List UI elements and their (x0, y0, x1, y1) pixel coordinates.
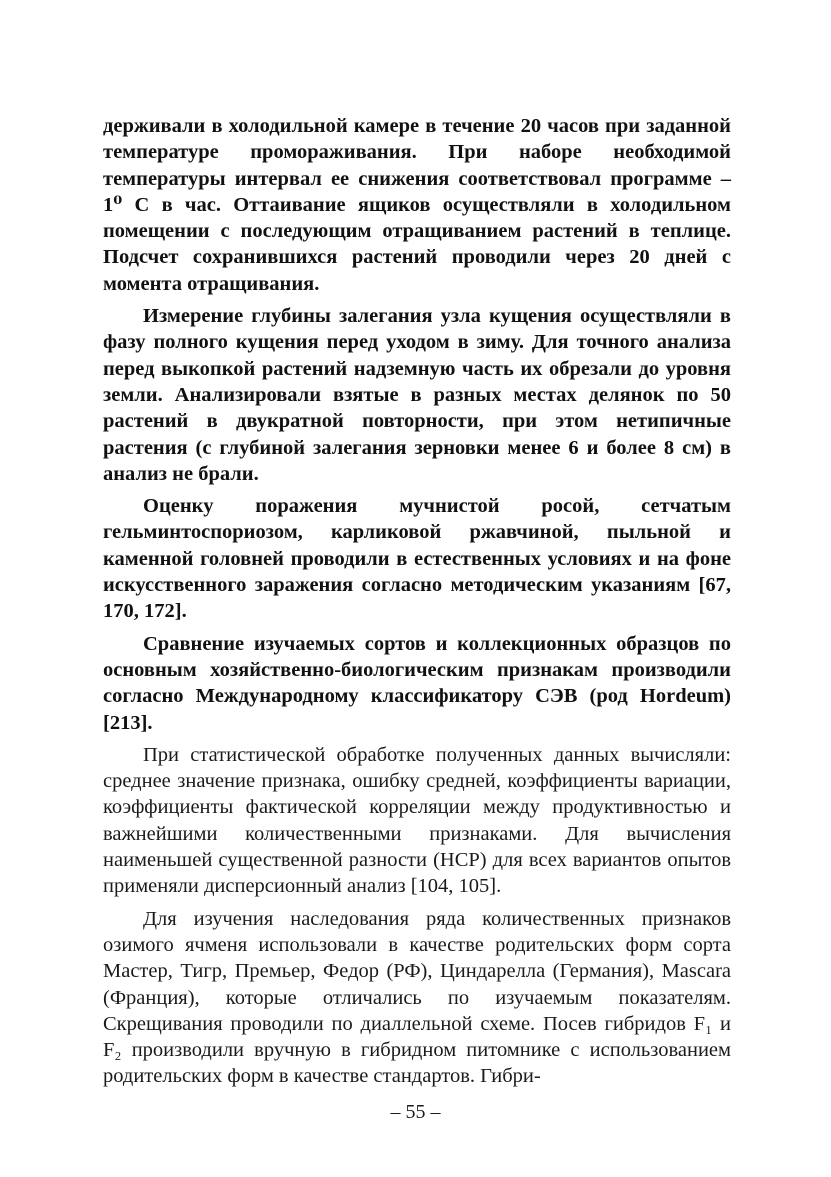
paragraph-variety-comparison: Сравнение изучаемых сортов и коллекционных образцов по основным хозяйственно-биологическим признакам производили согласно Международному классификатору СЭВ (род Hordeum) [213]. (103, 632, 731, 734)
paragraph-statistical-processing: При статистической обработке полученных данных вычисляли: среднее значение признака, ошибку средней, коэффициенты вариации, коэффициенты фактической корреляции между продуктивностью и важнейшими количественными признаками. Для вычисления наименьшей существенной разности (НСР) для всех вариантов опытов применяли дисперсионный анализ [104, 105]. (103, 743, 731, 898)
paragraph-tillering-node-depth: Измерение глубины залегания узла кущения осуществляли в фазу полного кущения перед уходом в зиму. Для точного анализа перед выкопкой растений надземную часть их обрезали до уровня земли. Анализировали взятые в разных местах делянок по 50 растений в двукратной повторности, при этом нетипичные растения (с глубиной залегания зерновки менее 6 и более 8 см) в анализ не брали. (103, 305, 731, 485)
paragraph-inheritance-study: Для изучения наследования ряда количественных признаков озимого ячменя использовали в качестве родительских форм сорта Мастер, Тигр, Премьер, Федор (РФ), Циндарелла (Германия), Mascara (Франция), которые отличались по изучаемым показателям. Скрещивания проводили по диаллельной схеме. Посев гибридов F₁ и F₂ производили вручную в гибридном питомнике с использованием родительских форм в качестве стандартов. Гибри- (103, 907, 731, 1088)
page-number: – 55 – (390, 1101, 441, 1123)
paragraph-disease-assessment: Оценку поражения мучнистой росой, сетчатым гельминтоспориозом, карликовой ржавчиной, пыльной и каменной головней проводили в естественных условиях и на фоне искусственного заражения согласно методическим указаниям [67, 170, 172]. (103, 495, 731, 623)
body-text (103, 113, 731, 1090)
paragraph-freezing-procedure: держивали в холодильной камере в течение 20 часов при заданной температуре промораживания. При наборе необходимой температуры интервал ее снижения соответствовал программе – 1⁰ С в час. Оттаивание ящиков осуществляли в холодильном помещении с последующим отращиванием растений в теплице. Подсчет сохранившихся растений проводили через 20 дней с момента отращивания. (103, 115, 731, 295)
